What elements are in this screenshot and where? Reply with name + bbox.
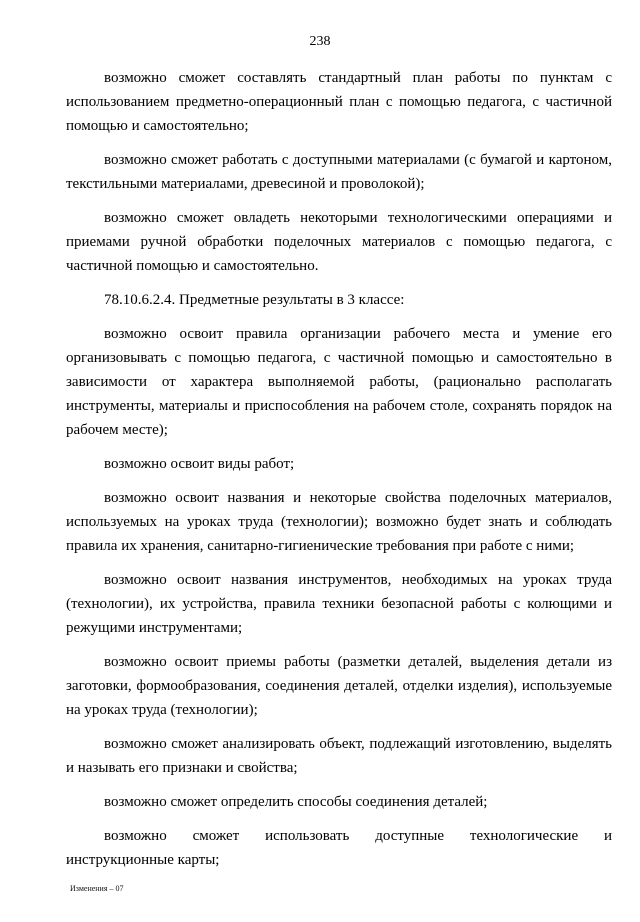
- paragraph: возможно сможет овладеть некоторыми технологическими операциями и приемами ручной обработки поделочных материалов с помощью педагога, с частичной помощью и самостоятельно.: [66, 210, 612, 274]
- paragraph: возможно сможет работать с доступными материалами (с бумагой и картоном, текстильными материалами, древесиной и проволокой);: [66, 152, 612, 192]
- paragraph: возможно освоит приемы работы (разметки деталей, выделения детали из заготовки, формообразования, соединения деталей, отделки изделия), используемые на уроках труда (технологии);: [66, 654, 612, 718]
- paragraph: возможно сможет анализировать объект, подлежащий изготовлению, выделять и называть его признаки и свойства;: [66, 736, 612, 776]
- paragraph: возможно сможет использовать доступные технологические и инструкционные карты;: [66, 828, 612, 868]
- page-number: 238: [309, 34, 331, 49]
- footer-revision-note: Изменения – 07: [70, 884, 124, 893]
- paragraph: возможно освоит виды работ;: [104, 456, 295, 472]
- paragraph: возможно освоит названия и некоторые свойства поделочных материалов, используемых на уроках труда (технологии); возможно будет знать и соблюдать правила их хранения, санитарно-гигиенические требования при работе с ними;: [66, 490, 612, 554]
- paragraph: возможно освоит названия инструментов, необходимых на уроках труда (технологии), их устройства, правила техники безопасной работы с колющими и режущими инструментами;: [66, 572, 612, 636]
- paragraph: возможно сможет составлять стандартный план работы по пунктам с использованием предметно-операционный план с помощью педагога, с частичной помощью и самостоятельно;: [66, 70, 612, 134]
- section-heading: 78.10.6.2.4. Предметные результаты в 3 классе:: [104, 292, 405, 308]
- document-body: [66, 66, 612, 882]
- paragraph: возможно освоит правила организации рабочего места и умение его организовывать с помощью педагога, с частичной помощью и самостоятельно в зависимости от характера выполняемой работы, (рационально располагать инструменты, материалы и приспособления на рабочем столе, сохранять порядок на рабочем месте);: [66, 326, 612, 438]
- paragraph: возможно сможет определить способы соединения деталей;: [104, 794, 488, 810]
